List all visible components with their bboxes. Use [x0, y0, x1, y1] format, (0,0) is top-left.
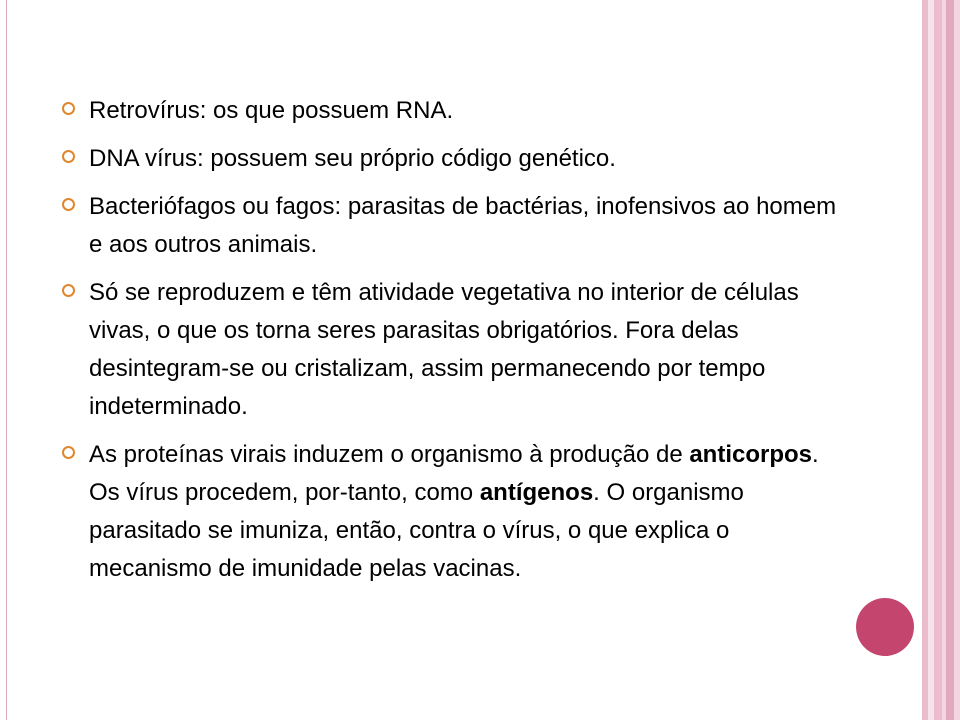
- bullet-text: DNA vírus: possuem seu próprio código genético.: [89, 145, 616, 172]
- ring-bullet-icon: [62, 446, 75, 459]
- decorative-circle: [856, 598, 914, 656]
- bullet-text: Só se reproduzem e têm atividade vegetativa no interior de células vivas, o que os torna seres parasitas obrigatórios. Fora delas desintegram-se ou cristalizam, assim permanecendo por tempo indeterminado.: [89, 279, 799, 420]
- bullet-text: As proteínas virais induzem o organismo à produção de anticorpos. Os vírus procedem, por-tanto, como antígenos. O organismo parasitado se imuniza, então, contra o vírus, o que explica o mecanismo de imunidade pelas vacinas.: [89, 441, 819, 582]
- bold-term-antigenos: antígenos: [479, 479, 594, 506]
- ring-bullet-icon: [62, 150, 75, 163]
- left-border-line: [6, 0, 7, 720]
- ring-bullet-icon: [62, 198, 75, 211]
- bold-term-anticorpos: anticorpos: [689, 441, 813, 468]
- bullet-text: Retrovírus: os que possuem RNA.: [89, 97, 454, 124]
- bullet-item: [62, 188, 842, 264]
- decorative-side-band: [920, 0, 960, 720]
- slide-content: [62, 92, 842, 598]
- bullet-item: [62, 274, 842, 426]
- bullet-item: [62, 92, 842, 130]
- bullet-item: [62, 436, 842, 588]
- bullet-item: [62, 140, 842, 178]
- bullet-text: Bacteriófagos ou fagos: parasitas de bactérias, inofensivos ao homem e aos outros animais.: [89, 193, 837, 258]
- ring-bullet-icon: [62, 284, 75, 297]
- ring-bullet-icon: [62, 102, 75, 115]
